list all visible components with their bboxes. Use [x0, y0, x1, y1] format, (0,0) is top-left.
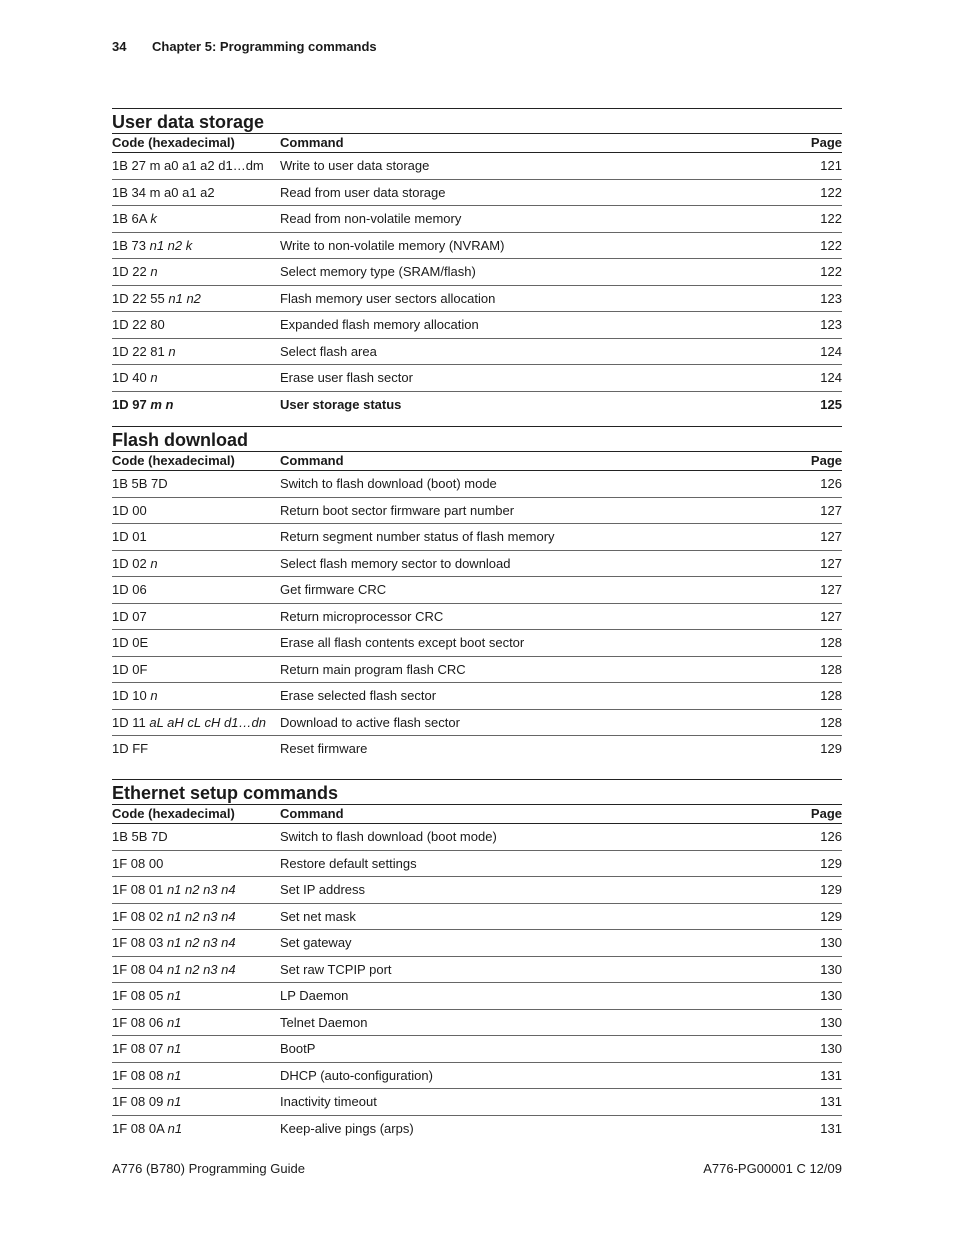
command-cell: Switch to flash download (boot mode) — [280, 829, 497, 845]
command-cell: Keep-alive pings (arps) — [280, 1120, 414, 1136]
code-value: 1D 97 — [112, 396, 151, 412]
code-value: 1D 00 — [112, 502, 147, 518]
code-cell — [112, 185, 280, 200]
code-argument: n1 n2 n3 n4 — [166, 961, 236, 977]
command-cell: Write to user data storage — [280, 158, 430, 174]
code-value: 1D 11 — [112, 714, 150, 730]
code-value: 1B 5B 7D — [112, 476, 168, 492]
code-cell — [112, 935, 280, 950]
code-argument: n1 n2 — [168, 290, 201, 306]
code-cell — [112, 344, 280, 359]
code-value: 1F 08 08 — [112, 1067, 167, 1083]
page-cell: 127 — [820, 529, 842, 545]
command-cell: Switch to flash download (boot) mode — [280, 476, 497, 492]
page-cell: 128 — [820, 635, 842, 651]
code-argument: n1 — [166, 1067, 182, 1083]
command-cell: Set IP address — [280, 882, 366, 898]
page-cell: 129 — [820, 908, 842, 924]
table-row — [112, 1062, 842, 1089]
code-value: 1F 08 03 — [112, 935, 167, 951]
table-row — [112, 1088, 842, 1115]
code-cell — [112, 909, 280, 924]
table-row — [112, 232, 842, 259]
command-cell: Erase selected flash sector — [280, 688, 437, 704]
table-row — [112, 850, 842, 877]
code-value: 1D 22 80 — [112, 317, 165, 333]
table-row — [112, 1009, 842, 1036]
page-cell: 122 — [820, 184, 842, 200]
code-argument: n1 — [166, 1041, 182, 1057]
code-cell — [112, 317, 280, 332]
code-cell — [112, 962, 280, 977]
command-cell: LP Daemon — [280, 988, 349, 1004]
code-cell — [112, 1094, 280, 1109]
table-header-row — [112, 133, 842, 152]
code-value: 1B 73 — [112, 237, 150, 253]
page-cell: 126 — [820, 476, 842, 492]
code-cell — [112, 1041, 280, 1056]
table-row — [112, 523, 842, 550]
page-cell: 129 — [820, 855, 842, 871]
command-cell: DHCP (auto-configuration) — [280, 1067, 433, 1083]
command-cell: Select memory type (SRAM/flash) — [280, 264, 476, 280]
footer-guide-title: A776 (B780) Programming Guide — [112, 1161, 305, 1176]
table-row — [112, 903, 842, 930]
code-value: 1F 08 09 — [112, 1094, 167, 1110]
page-cell: 123 — [820, 317, 842, 333]
code-value: 1D 0E — [112, 635, 149, 651]
page-cell: 122 — [820, 264, 842, 280]
code-argument: n1 n2 n3 n4 — [166, 882, 236, 898]
table-row — [112, 497, 842, 524]
code-argument: n1 — [166, 988, 182, 1004]
command-cell: Set raw TCPIP port — [280, 961, 392, 977]
page-cell: 127 — [820, 502, 842, 518]
code-argument: n1 — [167, 1120, 183, 1136]
page-cell: 131 — [820, 1120, 842, 1136]
table-row — [112, 682, 842, 709]
section-title: User data storage — [112, 108, 842, 133]
column-header-code: Code (hexadecimal) — [112, 453, 235, 468]
page-cell: 129 — [820, 882, 842, 898]
page-cell: 128 — [820, 688, 842, 704]
table-row — [112, 179, 842, 206]
page-cell: 124 — [820, 343, 842, 359]
page-cell: 125 — [820, 396, 842, 412]
code-cell — [112, 1068, 280, 1083]
table-row — [112, 311, 842, 338]
page-cell: 130 — [820, 961, 842, 977]
table-row — [112, 603, 842, 630]
code-cell — [112, 741, 280, 756]
code-cell — [112, 1121, 280, 1136]
code-value: 1D 02 — [112, 555, 151, 571]
command-cell: Inactivity timeout — [280, 1094, 377, 1110]
table-row — [112, 929, 842, 956]
code-value: 1F 08 02 — [112, 908, 167, 924]
table-row — [112, 823, 842, 850]
code-cell — [112, 688, 280, 703]
command-cell: Download to active flash sector — [280, 714, 460, 730]
code-value: 1D 01 — [112, 529, 147, 545]
page-cell: 130 — [820, 1041, 842, 1057]
code-value: 1B 5B 7D — [112, 829, 168, 845]
page-cell: 126 — [820, 829, 842, 845]
code-argument: n1 n2 k — [149, 237, 193, 253]
command-cell: Expanded flash memory allocation — [280, 317, 479, 333]
code-cell — [112, 503, 280, 518]
code-value: 1F 08 0A — [112, 1120, 168, 1136]
code-value: 1B 34 m a0 a1 a2 — [112, 184, 215, 200]
command-cell: Read from non-volatile memory — [280, 211, 462, 227]
column-header-code: Code (hexadecimal) — [112, 806, 235, 821]
command-cell: BootP — [280, 1041, 316, 1057]
code-value: 1D 22 — [112, 264, 151, 280]
page-cell: 130 — [820, 935, 842, 951]
table-row — [112, 364, 842, 391]
table-row — [112, 629, 842, 656]
table-row — [112, 338, 842, 365]
column-header-page: Page — [810, 453, 842, 468]
code-argument: n — [150, 370, 158, 386]
command-cell: Erase user flash sector — [280, 370, 413, 386]
table-row — [112, 876, 842, 903]
command-cell: Select flash area — [280, 343, 377, 359]
code-cell — [112, 238, 280, 253]
column-header-page: Page — [810, 135, 842, 150]
code-cell — [112, 370, 280, 385]
column-header-code: Code (hexadecimal) — [112, 135, 235, 150]
page-cell: 121 — [820, 158, 842, 174]
code-cell — [112, 582, 280, 597]
page-cell: 122 — [820, 237, 842, 253]
command-cell: Set gateway — [280, 935, 352, 951]
section-2 — [112, 779, 842, 1141]
command-cell: Read from user data storage — [280, 184, 446, 200]
code-cell — [112, 1015, 280, 1030]
table-row — [112, 550, 842, 577]
page-cell: 131 — [820, 1094, 842, 1110]
page-cell: 129 — [820, 741, 842, 757]
command-cell: Return microprocessor CRC — [280, 608, 444, 624]
page-cell: 123 — [820, 290, 842, 306]
code-cell — [112, 715, 280, 730]
section-title: Ethernet setup commands — [112, 779, 842, 804]
code-value: 1D 22 55 — [112, 290, 169, 306]
table-row — [112, 735, 842, 762]
table-row — [112, 576, 842, 603]
code-value: 1D 06 — [112, 582, 147, 598]
code-value: 1F 08 00 — [112, 855, 164, 871]
code-cell — [112, 211, 280, 226]
page-cell: 128 — [820, 714, 842, 730]
page-cell: 124 — [820, 370, 842, 386]
page-cell: 130 — [820, 1014, 842, 1030]
code-value: 1D 07 — [112, 608, 147, 624]
page-cell: 127 — [820, 582, 842, 598]
table-row — [112, 956, 842, 983]
command-cell: Set net mask — [280, 908, 356, 924]
column-header-command: Command — [280, 453, 344, 468]
code-value: 1D 40 — [112, 370, 151, 386]
code-argument: n — [168, 343, 176, 359]
code-cell — [112, 662, 280, 677]
table-row — [112, 391, 842, 418]
page-cell: 131 — [820, 1067, 842, 1083]
code-cell — [112, 609, 280, 624]
code-argument: n1 — [166, 1014, 182, 1030]
command-cell: Return boot sector firmware part number — [280, 502, 515, 518]
code-cell — [112, 829, 280, 844]
code-cell — [112, 291, 280, 306]
page-cell: 130 — [820, 988, 842, 1004]
code-argument: m n — [150, 396, 174, 412]
page-cell: 127 — [820, 608, 842, 624]
section-1 — [112, 426, 842, 762]
code-value: 1D 10 — [112, 688, 151, 704]
table-header-row — [112, 451, 842, 470]
code-cell — [112, 397, 280, 412]
code-cell — [112, 882, 280, 897]
code-cell — [112, 476, 280, 491]
column-header-page: Page — [810, 806, 842, 821]
chapter-title: Chapter 5: Programming commands — [152, 39, 377, 54]
command-cell: Erase all flash contents except boot sector — [280, 635, 525, 651]
column-header-command: Command — [280, 806, 344, 821]
code-value: 1F 08 05 — [112, 988, 167, 1004]
code-value: 1F 08 06 — [112, 1014, 167, 1030]
code-cell — [112, 988, 280, 1003]
table-row — [112, 1115, 842, 1142]
code-value: 1F 08 01 — [112, 882, 167, 898]
page-cell: 127 — [820, 555, 842, 571]
code-cell — [112, 529, 280, 544]
table-row — [112, 205, 842, 232]
table-row — [112, 470, 842, 497]
command-cell: Get firmware CRC — [280, 582, 387, 598]
code-cell — [112, 158, 280, 173]
command-cell: Return segment number status of flash memory — [280, 529, 555, 545]
page-footer — [112, 1161, 842, 1176]
table-row — [112, 258, 842, 285]
section-0 — [112, 108, 842, 417]
code-value: 1B 6A — [112, 211, 151, 227]
command-cell: Telnet Daemon — [280, 1014, 368, 1030]
code-argument: n — [150, 264, 158, 280]
command-cell: Return main program flash CRC — [280, 661, 466, 677]
code-argument: aL aH cL cH d1…dn — [149, 714, 266, 730]
table-header-row — [112, 804, 842, 823]
command-cell: Select flash memory sector to download — [280, 555, 511, 571]
code-value: 1B 27 m a0 a1 a2 d1…dm — [112, 158, 264, 174]
code-cell — [112, 856, 280, 871]
section-title: Flash download — [112, 426, 842, 451]
page-cell: 122 — [820, 211, 842, 227]
code-value: 1D 22 81 — [112, 343, 169, 359]
code-value: 1D FF — [112, 741, 149, 757]
table-row — [112, 152, 842, 179]
footer-doc-number: A776-PG00001 C 12/09 — [703, 1161, 842, 1176]
code-cell — [112, 264, 280, 279]
command-cell: Write to non-volatile memory (NVRAM) — [280, 237, 505, 253]
code-argument: n1 n2 n3 n4 — [166, 908, 236, 924]
code-cell — [112, 635, 280, 650]
column-header-command: Command — [280, 135, 344, 150]
table-row — [112, 709, 842, 736]
code-value: 1F 08 07 — [112, 1041, 167, 1057]
table-row — [112, 1035, 842, 1062]
code-value: 1F 08 04 — [112, 961, 167, 977]
table-row — [112, 656, 842, 683]
table-row — [112, 285, 842, 312]
page-number: 34 — [112, 39, 127, 54]
code-argument: n1 — [166, 1094, 182, 1110]
code-cell — [112, 556, 280, 571]
command-cell: Restore default settings — [280, 855, 417, 871]
command-cell: Reset firmware — [280, 741, 368, 757]
command-cell: Flash memory user sectors allocation — [280, 290, 496, 306]
code-argument: k — [150, 211, 157, 227]
table-row — [112, 982, 842, 1009]
code-argument: n — [150, 555, 158, 571]
command-cell: User storage status — [280, 396, 402, 412]
code-argument: n1 n2 n3 n4 — [166, 935, 236, 951]
page-cell: 128 — [820, 661, 842, 677]
page-header — [112, 39, 377, 54]
code-value: 1D 0F — [112, 661, 148, 677]
code-argument: n — [150, 688, 158, 704]
